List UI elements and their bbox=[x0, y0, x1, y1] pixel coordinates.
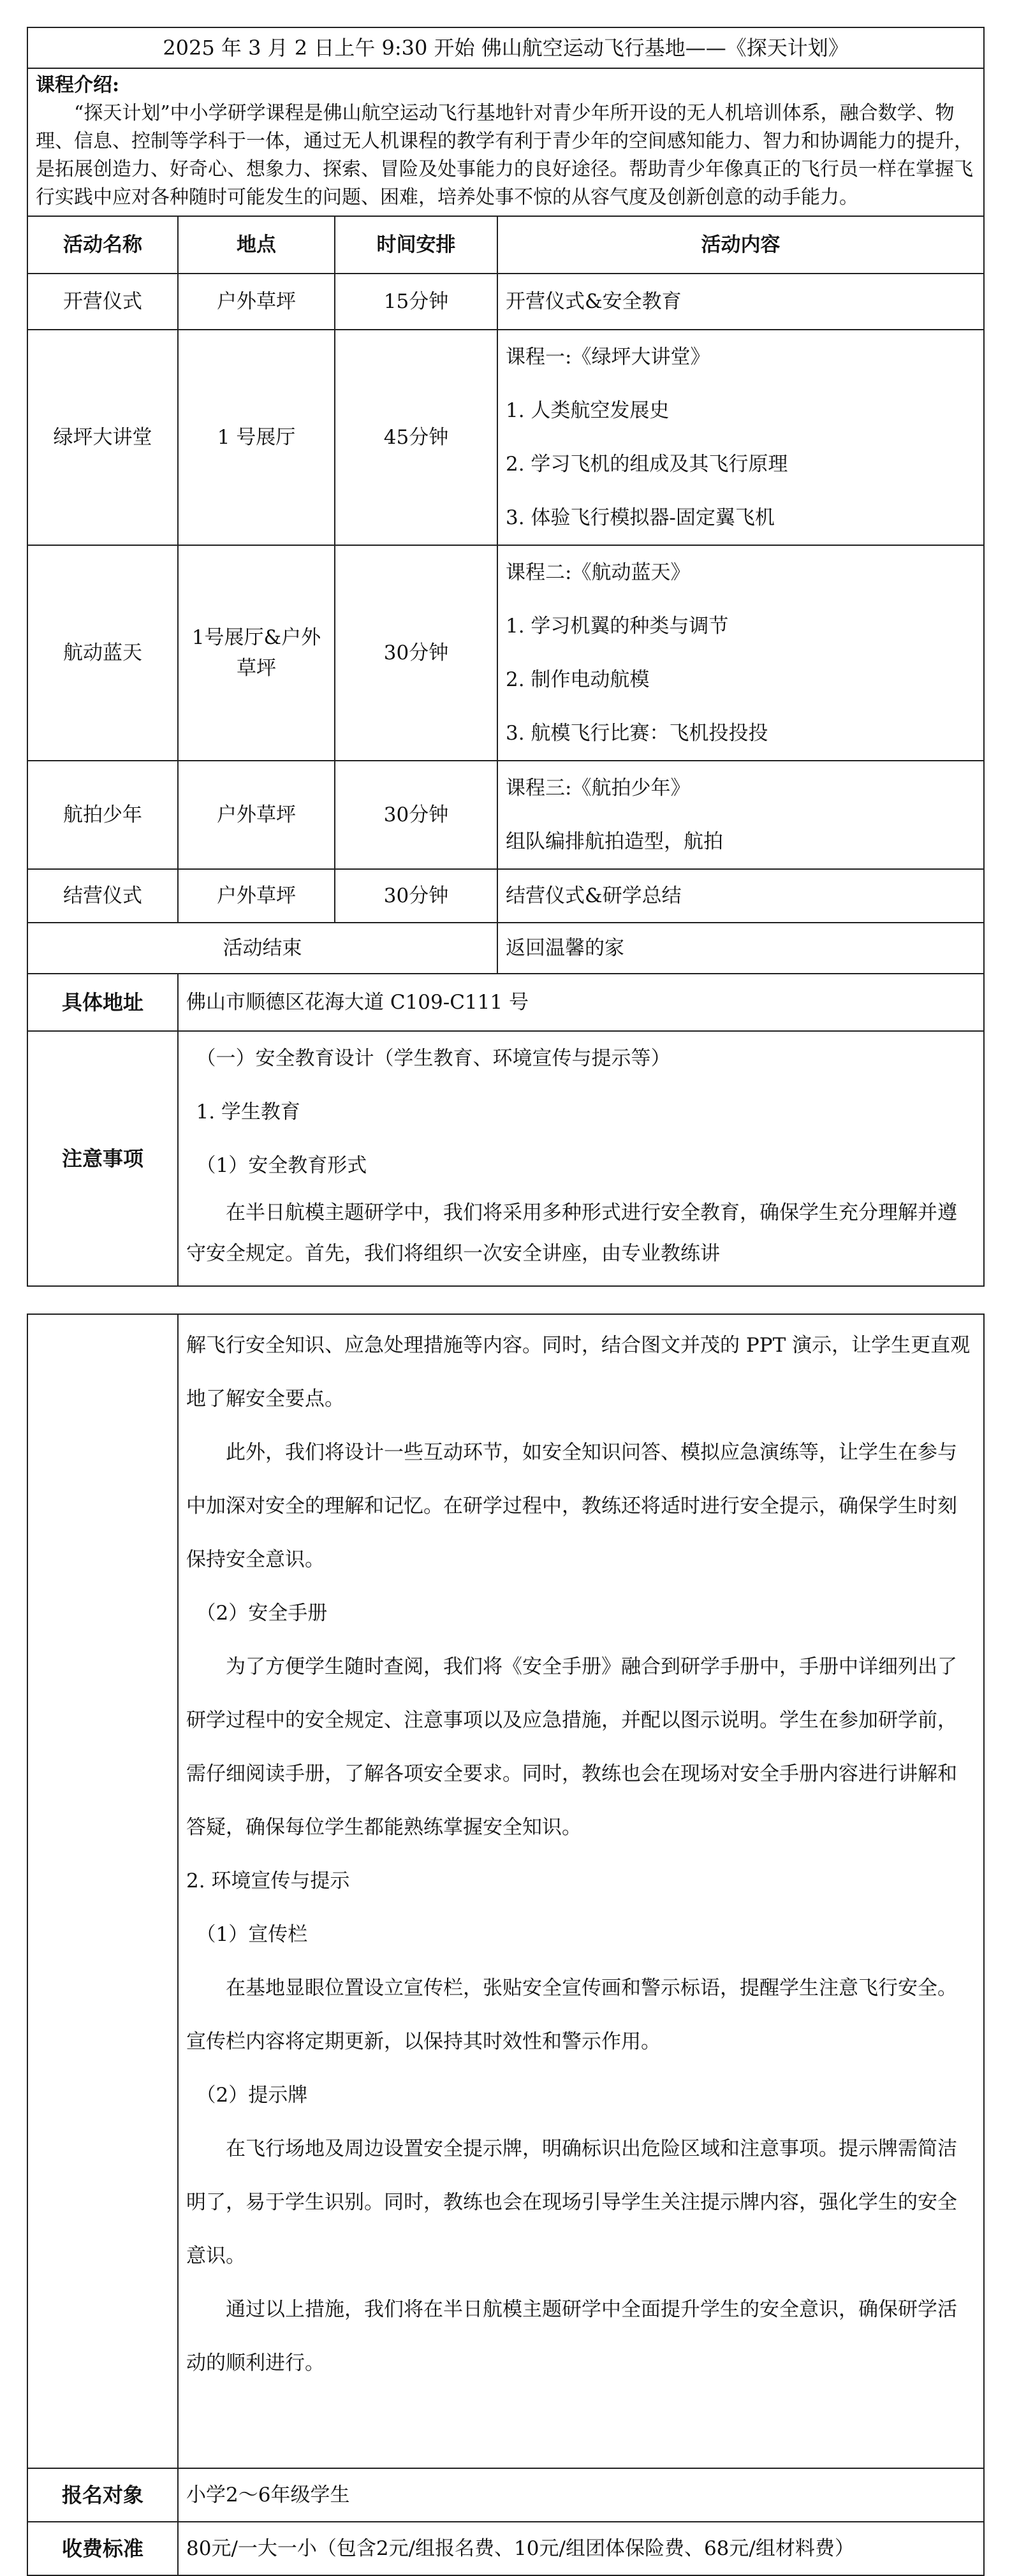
fee-label: 收费标准 bbox=[27, 2522, 178, 2575]
schedule-table-page-2 bbox=[27, 1314, 985, 2576]
header-time: 时间安排 bbox=[335, 216, 497, 274]
notes-line: （1）安全教育形式 bbox=[196, 1154, 367, 1177]
table-row bbox=[27, 761, 984, 869]
notes-line: 为了方便学生随时查阅，我们将《安全手册》融合到研学手册中，手册中详细列出了研学过程中的安全规定、注意事项以及应急措施，并配以图示说明。学生在参加研学前，需仔细阅读手册，了解各项安全要求。同时，教练也会在现场对安全手册内容进行讲解和答疑，确保每位学生都能熟练掌握安全知识。 bbox=[186, 1655, 957, 1839]
notes-line: （一）安全教育设计（学生教育、环境宣传与提示等） bbox=[196, 1047, 671, 1070]
table-row bbox=[27, 545, 984, 761]
activity-time: 30分钟 bbox=[335, 761, 497, 869]
notes-line: 1. 学生教育 bbox=[196, 1101, 300, 1123]
address-label: 具体地址 bbox=[27, 974, 178, 1031]
notes-label: 注意事项 bbox=[27, 1031, 178, 1286]
content-line: 课程三:《航拍少年》 bbox=[506, 777, 691, 800]
activity-name: 开营仪式 bbox=[27, 274, 178, 330]
notes-line: 解飞行安全知识、应急处理措施等内容。同时，结合图文并茂的 PPT 演示，让学生更直观地了解安全要点。 bbox=[186, 1334, 971, 1410]
activity-place: 户外草坪 bbox=[178, 761, 335, 869]
content-line: 课程二:《航动蓝天》 bbox=[506, 561, 691, 584]
fee-value: 80元/一大一小（包含2元/组报名费、10元/组团体保险费、68元/组材料费） bbox=[178, 2522, 984, 2575]
activity-name: 航动蓝天 bbox=[27, 545, 178, 761]
header-place: 地点 bbox=[178, 216, 335, 274]
activity-time: 30分钟 bbox=[335, 869, 497, 923]
activity-place: 1 号展厅 bbox=[178, 330, 335, 545]
activity-name: 绿坪大讲堂 bbox=[27, 330, 178, 545]
content-line: 3. 航模飞行比赛：飞机投投投 bbox=[506, 722, 768, 745]
activity-content bbox=[497, 761, 984, 869]
activity-time: 15分钟 bbox=[335, 274, 497, 330]
content-line: 课程一:《绿坪大讲堂》 bbox=[506, 346, 710, 369]
activity-place: 户外草坪 bbox=[178, 869, 335, 923]
notes-label-continued bbox=[27, 1314, 178, 2468]
activity-name: 航拍少年 bbox=[27, 761, 178, 869]
address-value: 佛山市顺德区花海大道 C109-C111 号 bbox=[178, 974, 984, 1031]
notes-line: （2）提示牌 bbox=[196, 2084, 308, 2107]
notes-part-2 bbox=[178, 1314, 984, 2468]
activity-end-label: 活动结束 bbox=[27, 923, 497, 974]
content-line: 1. 学习机翼的种类与调节 bbox=[506, 615, 729, 638]
course-intro-text: “探天计划”中小学研学课程是佛山航空运动飞行基地针对青少年所开设的无人机培训体系，融合数学、物理、信息、控制等学科于一体，通过无人机课程的教学有利于青少年的空间感知能力、智力和协调能力的提升，是拓展创造力、好奇心、想象力、探索、冒险及处事能力的良好途径。帮助青少年像真正的飞行员一样在掌握飞行实践中应对各种随时可能发生的问题、困难，培养处事不惊的从容气度及创新创意的动手能力。 bbox=[36, 102, 973, 209]
content-line: 2. 学习飞机的组成及其飞行原理 bbox=[506, 453, 788, 476]
content-line: 3. 体验飞行模拟器-固定翼飞机 bbox=[506, 506, 775, 529]
activity-content: 开营仪式&安全教育 bbox=[497, 274, 984, 330]
course-intro bbox=[27, 68, 984, 216]
table-row bbox=[27, 274, 984, 330]
schedule-table-page-1 bbox=[27, 27, 985, 1287]
header-activity-name: 活动名称 bbox=[27, 216, 178, 274]
table-row bbox=[27, 869, 984, 923]
activity-time: 30分钟 bbox=[335, 545, 497, 761]
table-row bbox=[27, 923, 984, 974]
notes-line: 在飞行场地及周边设置安全提示牌，明确标识出危险区域和注意事项。提示牌需简洁明了，易于学生识别。同时，教练也会在现场引导学生关注提示牌内容，强化学生的安全意识。 bbox=[186, 2137, 957, 2267]
target-label: 报名对象 bbox=[27, 2468, 178, 2522]
page-title: 2025 年 3 月 2 日上午 9:30 开始 佛山航空运动飞行基地——《探天计划》 bbox=[27, 27, 984, 68]
notes-part-1 bbox=[178, 1031, 984, 1286]
notes-line: 在基地显眼位置设立宣传栏，张贴安全宣传画和警示标语，提醒学生注意飞行安全。宣传栏内容将定期更新，以保持其时效性和警示作用。 bbox=[186, 1977, 957, 2053]
notes-line: 在半日航模主题研学中，我们将采用多种形式进行安全教育，确保学生充分理解并遵守安全规定。首先，我们将组织一次安全讲座，由专业教练讲 bbox=[186, 1201, 957, 1265]
content-line: 1. 人类航空发展史 bbox=[506, 399, 670, 422]
notes-line: 通过以上措施，我们将在半日航模主题研学中全面提升学生的安全意识，确保研学活动的顺利进行。 bbox=[186, 2298, 957, 2375]
activity-place: 户外草坪 bbox=[178, 274, 335, 330]
activity-content bbox=[497, 545, 984, 761]
activity-time: 45分钟 bbox=[335, 330, 497, 545]
table-row bbox=[27, 330, 984, 545]
notes-line: （1）宣传栏 bbox=[196, 1923, 308, 1946]
notes-line: 2. 环境宣传与提示 bbox=[186, 1870, 350, 1892]
content-line: 2. 制作电动航模 bbox=[506, 668, 650, 691]
activity-name: 结营仪式 bbox=[27, 869, 178, 923]
course-intro-label: 课程介绍: bbox=[36, 74, 120, 96]
activity-content bbox=[497, 330, 984, 545]
content-line: 组队编排航拍造型，航拍 bbox=[506, 830, 723, 853]
notes-line: 此外，我们将设计一些互动环节，如安全知识问答、模拟应急演练等，让学生在参与中加深对安全的理解和记忆。在研学过程中，教练还将适时进行安全提示，确保学生时刻保持安全意识。 bbox=[186, 1441, 957, 1571]
header-content: 活动内容 bbox=[497, 216, 984, 274]
notes-line: （2）安全手册 bbox=[196, 1602, 328, 1625]
activity-content: 结营仪式&研学总结 bbox=[497, 869, 984, 923]
activity-place: 1号展厅&户外草坪 bbox=[178, 545, 335, 761]
activity-end-content: 返回温馨的家 bbox=[497, 923, 984, 974]
target-value: 小学2～6年级学生 bbox=[178, 2468, 984, 2522]
